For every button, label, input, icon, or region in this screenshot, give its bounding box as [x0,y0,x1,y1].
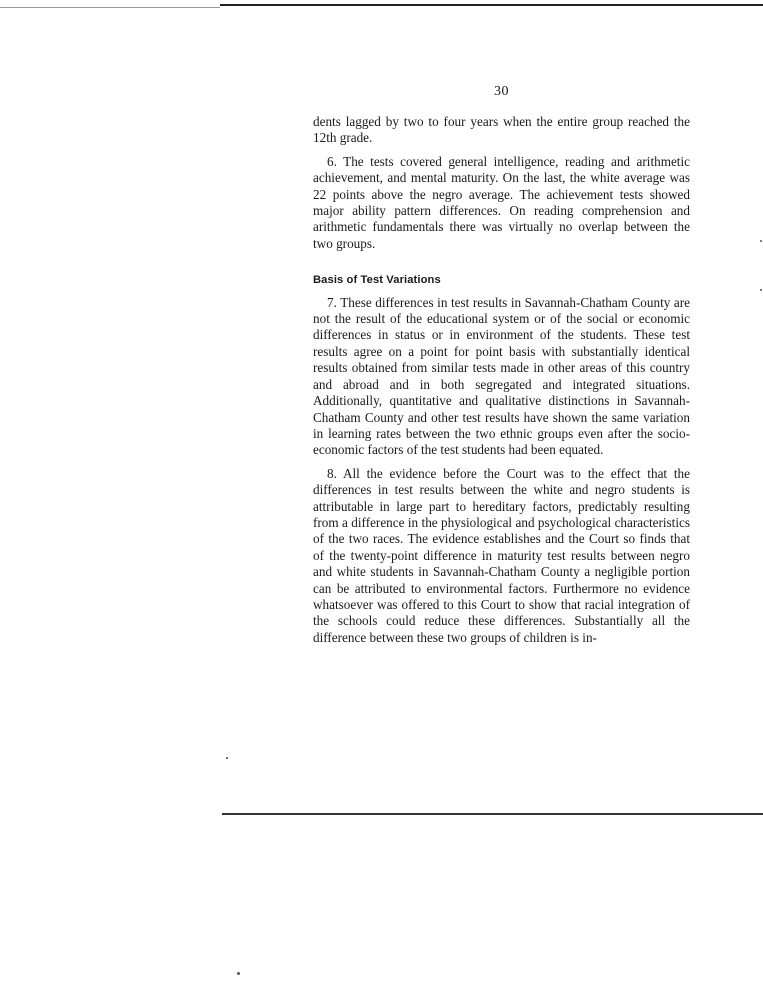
text-column [313,114,690,646]
top-rule-thin [0,7,220,8]
paragraph-7: 7. These differences in test results in Savannah-Chatham County are not the result of the educational system or of the social or economic differences in status or in environment of the students. These test results agree on a point for point basis with substantially identical results obtained from similar tests made in other areas of this country and abroad and in both segregated and integrated situations. Additionally, quantitative and qualitative distinctions in Savannah-Chatham County and other test results have shown the same variation in learning rates between the two ethnic groups even after the socio-economic factors of the test students had been equated. [313,294,690,458]
paragraph-8: 8. All the evidence before the Court was to the effect that the differences in test results between the white and negro students is attributable in large part to hereditary factors, predictably resulting from a difference in the physiological and psychological characteristics of the two races. The evidence establishes and the Court so finds that of the twenty-point difference in maturity test results between negro and white students in Savannah-Chatham County a negligible portion can be attributed to environmental factors. Furthermore no evidence whatsoever was offered to this Court to show that racial integration of the schools could reduce these differences. Substantially all the difference between these two groups of children is in- [313,465,690,645]
bottom-rule [222,813,763,815]
top-rule [220,4,763,6]
page-number: 30 [494,84,509,99]
scan-speck [226,757,228,759]
section-heading: Basis of Test Variations [313,274,441,287]
paragraph-continuation: dents lagged by two to four years when the entire group reached the 12th grade. [313,114,690,146]
scan-speck [760,240,762,242]
paragraph-6: 6. The tests covered general intelligence, reading and arithmetic achievement, and mental maturity. On the last, the white average was 22 points above the negro average. The achievement tests showed major ability pattern differences. On reading comprehension and arithmetic fundamentals there was virtually no overlap between the two groups. [313,153,690,251]
scan-speck [760,289,762,291]
scan-speck [237,972,240,975]
